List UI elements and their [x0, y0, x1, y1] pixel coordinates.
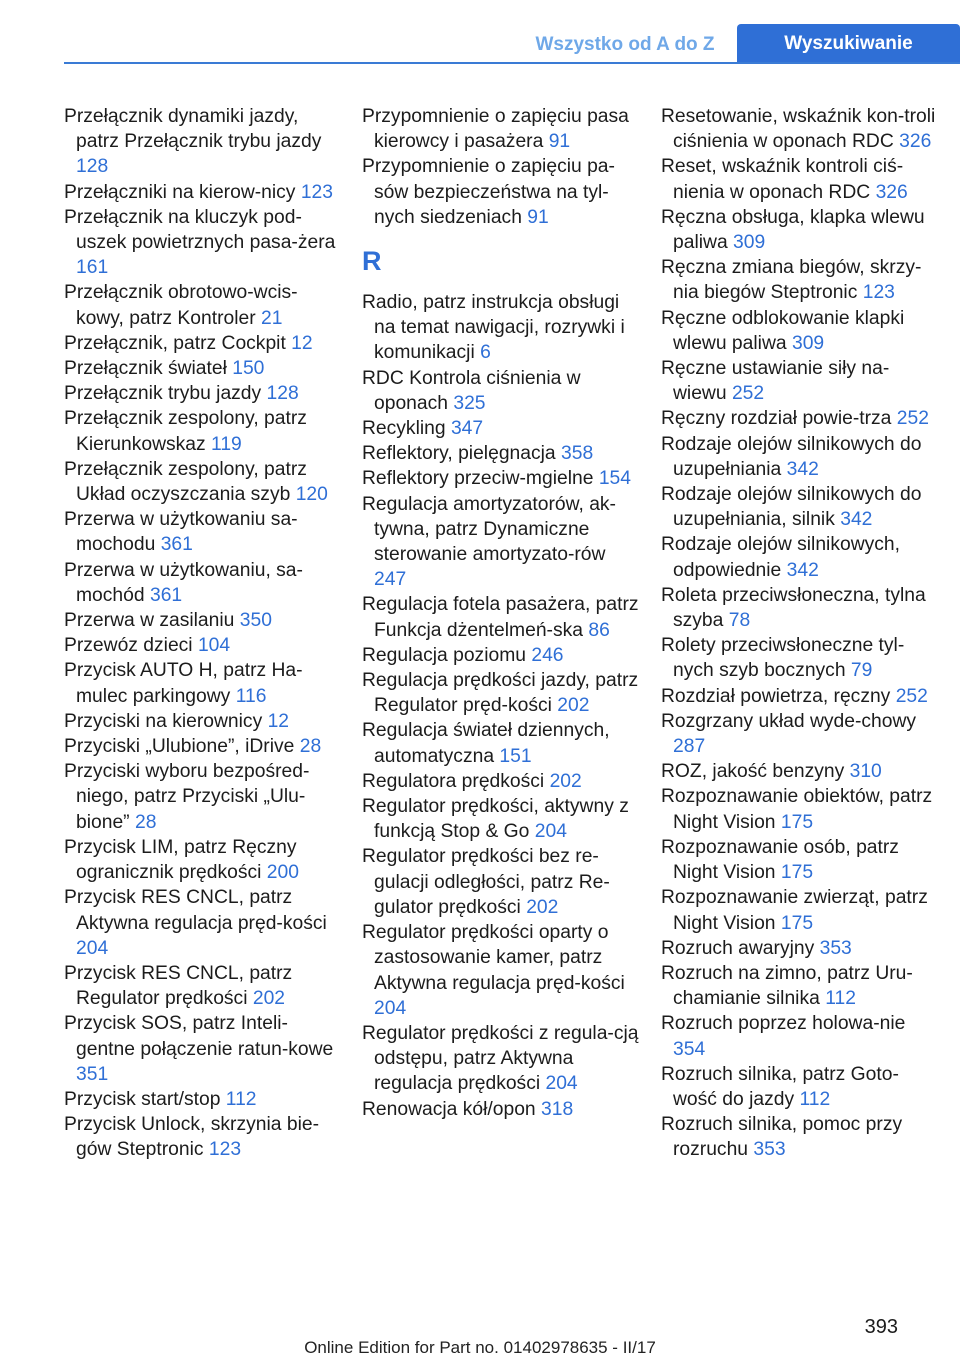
index-entry	[362, 718, 640, 768]
index-entry-text: Roleta przeciwsłoneczna, tylna szyba	[661, 584, 926, 632]
page-link[interactable]: 247	[374, 569, 407, 591]
index-entry	[661, 633, 939, 683]
page-link[interactable]: 104	[197, 635, 231, 657]
index-entry	[64, 1087, 342, 1112]
index-entry-text: Przerwa w użytkowaniu, sa‐mochód	[64, 559, 303, 606]
page-link[interactable]: 318	[541, 1098, 574, 1120]
index-entry-text: Ręczne odblokowanie klapki wlewu paliwa	[661, 307, 905, 354]
index-entry-text: Radio, patrz instrukcja obsługi na temat nawigacji, rozrywki i komunikacji	[362, 292, 625, 364]
index-entry-text: Rozpoznawanie osób, patrz Night Vision	[661, 836, 899, 884]
page-link[interactable]: 202	[549, 770, 582, 792]
index-entry-text: Ręczne ustawianie siły na‐wiewu	[661, 358, 890, 405]
index-entry	[362, 794, 640, 844]
page-link[interactable]: 309	[791, 332, 825, 354]
page-link[interactable]: 204	[545, 1073, 578, 1095]
index-entry	[362, 466, 640, 491]
page-link[interactable]: 353	[753, 1139, 786, 1161]
index-entry-text: Regulacja amortyzatorów, ak‐tywna, patrz Dynamiczne sterowanie amortyzato‐rów	[362, 493, 616, 566]
page-link[interactable]: 6	[480, 342, 491, 364]
index-entry	[661, 356, 939, 406]
index-entry-text: Przycisk start/stop	[64, 1088, 221, 1110]
index-entry	[64, 558, 342, 608]
index-entry	[362, 154, 640, 230]
index-column-1	[64, 104, 342, 1163]
index-entry	[64, 835, 342, 885]
index-entry-text: Przypomnienie o zapięciu pasa kierowcy i pasażera	[362, 106, 629, 153]
page-link[interactable]: 361	[160, 534, 193, 556]
page-link[interactable]: 91	[548, 131, 571, 153]
page-link[interactable]: 342	[840, 509, 873, 531]
index-entry	[661, 835, 939, 885]
index-entry	[64, 734, 342, 759]
page-link[interactable]: 204	[76, 937, 109, 959]
page-link[interactable]: 112	[799, 1088, 831, 1110]
page-link[interactable]: 12	[291, 332, 313, 354]
page-link[interactable]: 342	[786, 559, 819, 581]
index-entry	[64, 205, 342, 281]
page-link[interactable]: 154	[598, 468, 631, 490]
index-entry	[362, 366, 640, 416]
index-entry	[362, 1021, 640, 1097]
page-link[interactable]: 123	[208, 1139, 242, 1161]
index-entry-text: Regulacja fotela pasażera, patrz Funkcja dżentelmeń‐ska	[362, 594, 639, 641]
index-entry	[64, 104, 342, 180]
index-entry-text: Ręczna zmiana biegów, skrzy‐nia biegów Steptronic	[661, 257, 922, 304]
page-link[interactable]: 112	[825, 988, 856, 1010]
index-entry	[362, 769, 640, 794]
page-link[interactable]: 252	[895, 685, 928, 707]
index-entry-text: Regulacja świateł dziennych, automatyczna	[362, 720, 610, 767]
index-entry	[64, 507, 342, 557]
index-entry	[661, 154, 939, 204]
index-entry-text: Recykling	[362, 418, 446, 440]
page-link[interactable]: 252	[731, 383, 765, 405]
index-entry-text: Regulacja poziomu	[362, 644, 526, 666]
index-entry	[661, 255, 939, 305]
index-entry	[64, 885, 342, 961]
index-entry-text: RDC Kontrola ciśnienia w oponach	[362, 367, 581, 414]
page-link[interactable]: 326	[875, 181, 908, 203]
index-entry-text: Przyciski „Ulubione”, iDrive	[64, 736, 295, 758]
index-entry-text: Regulator prędkości oparty o zastosowanie kamer, patrz Aktywna regulacja pręd‐kości	[362, 922, 625, 994]
index-entry-text: Rozruch awaryjny	[661, 937, 815, 959]
page-link[interactable]: 119	[211, 433, 242, 455]
page-link[interactable]: 120	[295, 484, 328, 506]
page-link[interactable]: 361	[149, 584, 183, 606]
page-link[interactable]: 326	[899, 131, 932, 153]
index-entry	[362, 844, 640, 920]
index-entry-text: Przełącznik obrotowo-wcis‐kowy, patrz Kontroler	[64, 282, 298, 329]
page-link[interactable]: 116	[235, 685, 267, 707]
index-entry-text: Rodzaje olejów silnikowych, odpowiednie	[661, 534, 900, 581]
page-link[interactable]: 342	[786, 458, 819, 480]
index-entry-text: Przełączniki na kierow‐nicy	[64, 181, 296, 203]
index-entry	[661, 532, 939, 582]
index-entry	[362, 643, 640, 668]
index-entry-text: Rodzaje olejów silnikowych do uzupełniania	[661, 433, 922, 480]
page-link[interactable]: 12	[267, 710, 290, 732]
index-entry-text: Regulator prędkości bez re‐gulacji odległości, patrz Re‐gulator prędkości	[362, 846, 610, 918]
page-link[interactable]: 204	[534, 821, 567, 843]
page-link[interactable]: 200	[266, 862, 299, 884]
index-entry-text: Przerwa w zasilaniu	[64, 610, 235, 632]
index-entry	[362, 290, 640, 366]
index-entry-text: Rozpoznawanie zwierząt, patrz Night Vision	[661, 887, 928, 934]
index-entry-text: Przełącznik na kluczyk pod‐uszek powietrznych pasa‐żera	[64, 206, 336, 254]
page-link[interactable]: 79	[850, 660, 873, 682]
page-link[interactable]: 202	[526, 896, 559, 918]
index-entry-text: Renowacja kół/opon	[362, 1098, 536, 1120]
index-entry-text: Ręczna obsługa, klapka wlewu paliwa	[661, 206, 925, 254]
index-entry	[64, 331, 342, 356]
page-link[interactable]: 128	[76, 156, 109, 178]
index-entry	[661, 205, 939, 255]
index-entry	[64, 406, 342, 456]
index-entry	[362, 441, 640, 466]
index-entry-text: Przełącznik zespolony, patrz Układ oczyszczania szyb	[64, 458, 307, 506]
tab-wszystko-od-a-do-z[interactable]: Wszystko od A do Z	[535, 34, 715, 55]
footer-edition: Online Edition for Part no. 01402978635 - II/17	[304, 1338, 656, 1357]
index-entry	[661, 885, 939, 935]
index-entry	[661, 709, 939, 759]
index-column-2	[362, 104, 640, 1122]
page-link[interactable]: 175	[780, 912, 814, 934]
index-entry	[64, 633, 342, 658]
page-link[interactable]: 28	[134, 811, 157, 833]
index-entry-text: ROZ, jakość benzyny	[661, 761, 845, 783]
index-entry-text: Ręczny rozdział powie‐trza	[661, 408, 892, 430]
index-entry	[64, 280, 342, 330]
index-entry	[661, 1011, 939, 1061]
page-link[interactable]: 325	[453, 392, 486, 414]
index-entry-text: Przycisk Unlock, skrzynia bie‐gów Steptronic	[64, 1114, 319, 1161]
index-entry-text: Przełącznik zespolony, patrz Kierunkowskaz	[64, 408, 307, 455]
index-entry	[661, 1062, 939, 1112]
index-entry	[64, 658, 342, 708]
index-entry	[362, 668, 640, 718]
index-entry	[661, 759, 939, 784]
index-entry-text: Przycisk AUTO H, patrz Ha‐mulec parkingowy	[64, 660, 303, 707]
page-link[interactable]: 123	[300, 181, 333, 203]
page-link[interactable]: 246	[531, 644, 564, 666]
index-entry	[64, 381, 342, 406]
index-entry	[661, 684, 939, 709]
index-entry	[64, 608, 342, 633]
page-link[interactable]: 309	[733, 232, 766, 254]
page-link[interactable]: 128	[266, 383, 299, 405]
page-link[interactable]: 175	[780, 811, 814, 833]
page-link[interactable]: 86	[588, 619, 610, 641]
index-entry-text: Przyciski wyboru bezpośred‐niego, patrz Przyciski „Ulu‐bione”	[64, 761, 310, 833]
index-entry-text: Przełącznik, patrz Cockpit	[64, 332, 286, 354]
index-entry-text: Przełącznik świateł	[64, 358, 227, 380]
page-link[interactable]: 353	[819, 937, 852, 959]
index-entry-text: Regulator prędkości, aktywny z funkcją Stop & Go	[362, 796, 629, 843]
index-entry	[362, 592, 640, 642]
index-entry-text: Rozruch na zimno, patrz Uru‐chamianie silnika	[661, 962, 913, 1010]
index-entry	[661, 961, 939, 1011]
index-entry-text: Przełącznik trybu jazdy	[64, 383, 262, 405]
index-entry-text: Rozruch poprzez holowa‐nie	[661, 1013, 906, 1035]
page-link[interactable]: 204	[374, 997, 407, 1019]
index-column-3	[661, 104, 939, 1163]
index-entry-text: Przycisk RES CNCL, patrz Regulator prędkości	[64, 962, 293, 1010]
index-entry	[661, 784, 939, 834]
page-link[interactable]: 202	[557, 695, 590, 717]
index-entry	[362, 104, 640, 154]
index-entry-text: Przycisk RES CNCL, patrz Aktywna regulacja pręd‐kości	[64, 887, 327, 934]
index-entry	[661, 104, 939, 154]
page-link[interactable]: 150	[232, 358, 265, 380]
index-entry	[362, 1097, 640, 1122]
page-number: 393	[864, 1316, 898, 1338]
index-entry	[362, 920, 640, 1021]
index-entry	[64, 1112, 342, 1162]
index-entry	[661, 482, 939, 532]
index-entry-text: Rozgrzany układ wyde‐chowy	[661, 710, 917, 732]
index-entry	[661, 1112, 939, 1162]
index-entry	[661, 306, 939, 356]
index-entry-text: Resetowanie, wskaźnik kon‐troli ciśnienia w oponach RDC	[661, 106, 936, 153]
index-entry	[362, 416, 640, 441]
page-link[interactable]: 358	[561, 443, 594, 465]
index-entry-text: Przerwa w użytkowaniu sa‐mochodu	[64, 509, 298, 556]
index-entry	[64, 1011, 342, 1087]
index-entry	[64, 356, 342, 381]
index-entry-text: Rozpoznawanie obiektów, patrz Night Vision	[661, 786, 933, 833]
page-link[interactable]: 123	[862, 282, 895, 304]
index-entry-text: Reset, wskaźnik kontroli ciś‐nienia w oponach RDC	[661, 156, 904, 203]
page-link[interactable]: 151	[499, 745, 532, 767]
index-entry-text: Przyciski na kierownicy	[64, 710, 263, 732]
page-link[interactable]: 354	[673, 1038, 706, 1060]
index-entry-text: Przewóz dzieci	[64, 635, 193, 657]
index-entry	[64, 709, 342, 734]
index-entry-text: Rolety przeciwsłoneczne tyl‐nych szyb bocznych	[661, 635, 905, 682]
page-link[interactable]: 202	[252, 988, 286, 1010]
section-letter: R	[362, 246, 382, 277]
index-entry-text: Regulacja prędkości jazdy, patrz Regulator pręd‐kości	[362, 670, 639, 717]
index-entry-text: Rozruch silnika, pomoc przy rozruchu	[661, 1114, 903, 1161]
page-link[interactable]: 347	[450, 418, 484, 440]
page-link[interactable]: 112	[225, 1088, 257, 1110]
index-entry	[64, 180, 342, 205]
index-entry-text: Reflektory, pielęgnacja	[362, 443, 556, 465]
index-entry-text: Regulator prędkości z regula‐cją odstępu, patrz Aktywna regulacja prędkości	[362, 1022, 639, 1095]
index-entry	[64, 457, 342, 507]
index-entry	[661, 432, 939, 482]
index-entry-text: Przycisk LIM, patrz Ręczny ogranicznik prędkości	[64, 836, 297, 884]
index-entry-text: Przełącznik dynamiki jazdy, patrz Przełącznik trybu jazdy	[64, 106, 322, 153]
page-link[interactable]: 252	[896, 408, 929, 430]
page-link[interactable]: 78	[728, 610, 751, 632]
page-link[interactable]: 350	[239, 610, 272, 632]
page-link[interactable]: 91	[527, 206, 549, 228]
page-link[interactable]: 161	[76, 257, 109, 279]
index-entry-text: Rodzaje olejów silnikowych do uzupełniania, silnik	[661, 484, 922, 531]
index-entry	[64, 759, 342, 835]
index-entry-text: Przycisk SOS, patrz Inteli‐gentne połączenie ratun‐kowe	[64, 1013, 334, 1060]
index-entry	[661, 583, 939, 633]
index-entry	[362, 492, 640, 593]
index-entry-text: Reflektory przeciw‐mgielne	[362, 468, 594, 490]
index-entry	[661, 936, 939, 961]
index-entry-text: Rozdział powietrza, ręczny	[661, 685, 891, 707]
page-link[interactable]: 28	[299, 736, 322, 758]
page-link[interactable]: 287	[673, 736, 706, 758]
index-entry	[64, 961, 342, 1011]
index-entry-text: Przypomnienie o zapięciu pa‐sów bezpieczeństwa na tyl‐nych siedzeniach	[362, 156, 615, 228]
page-link[interactable]: 310	[849, 761, 882, 783]
header-divider	[64, 62, 960, 64]
index-entry	[661, 406, 939, 431]
page-link[interactable]: 351	[76, 1063, 109, 1085]
page-link[interactable]: 21	[261, 307, 283, 329]
index-entry-text: Regulatora prędkości	[362, 770, 545, 792]
index-entry-text: Rozruch silnika, patrz Goto‐wość do jazdy	[661, 1063, 899, 1110]
page-link[interactable]: 175	[780, 862, 814, 884]
tab-wyszukiwanie[interactable]: Wyszukiwanie	[737, 24, 960, 64]
